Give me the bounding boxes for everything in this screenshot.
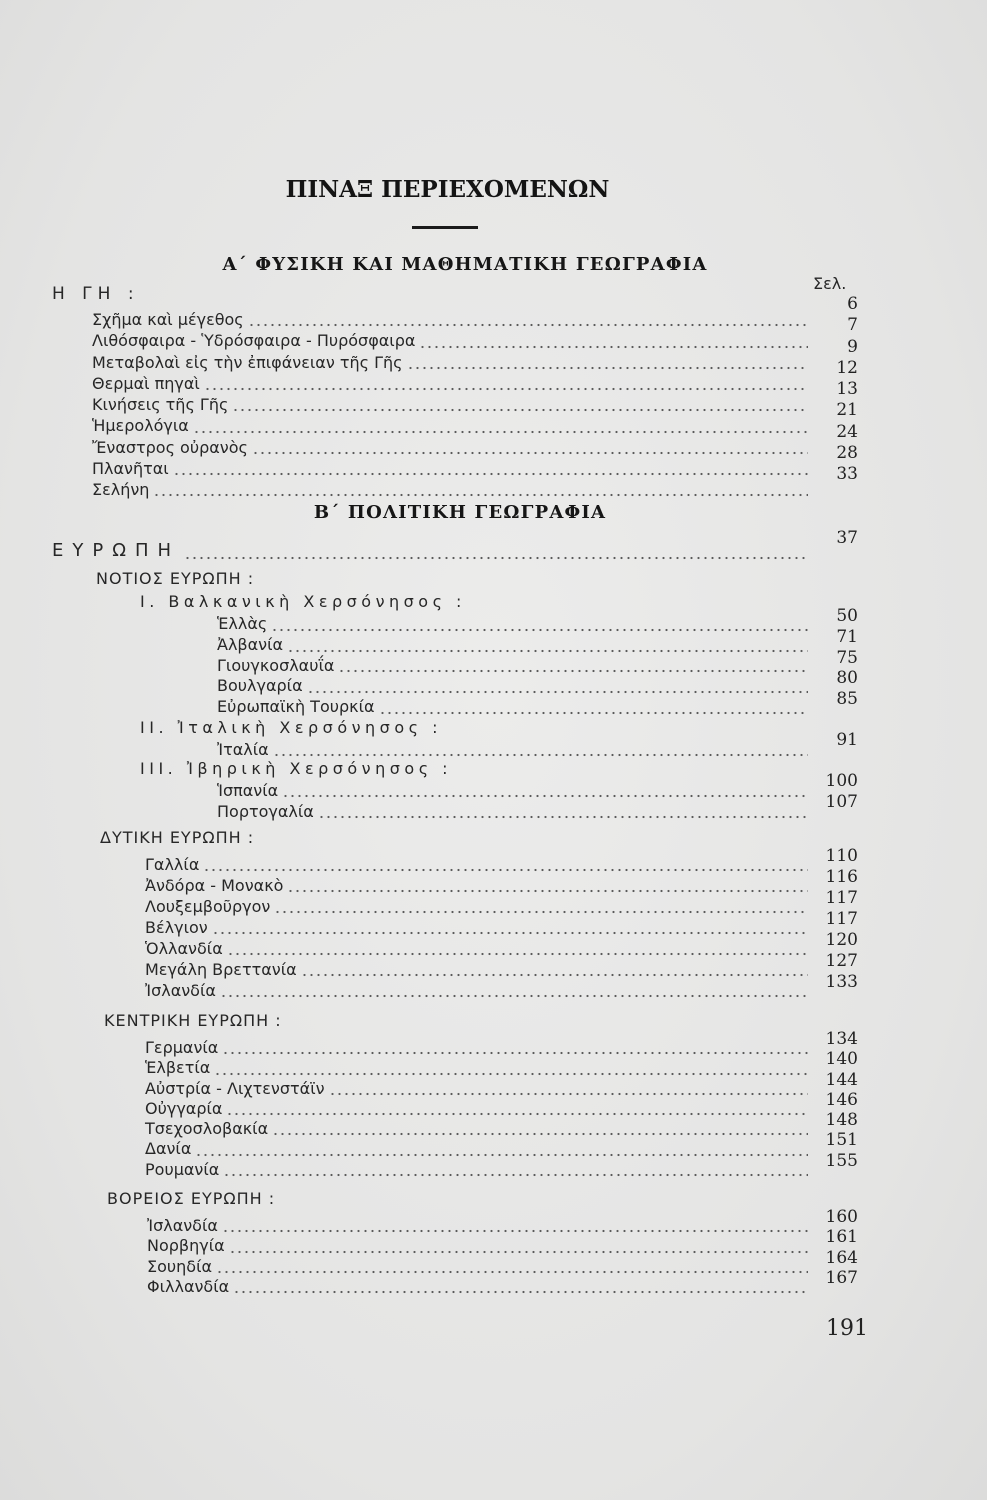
page-number: 191 (826, 1316, 868, 1341)
leader-dots (153, 493, 808, 497)
page-column-label: Σελ. (813, 274, 847, 293)
toc-page-number: 133 (825, 972, 858, 992)
leader-dots (419, 345, 808, 349)
toc-page-number: 148 (825, 1110, 858, 1131)
toc-entry-title: Κινήσεις τῆς Γῆς (92, 395, 229, 414)
leader-dots (223, 1173, 808, 1177)
toc-entry (147, 1267, 858, 1297)
toc-entry (145, 846, 858, 875)
toc-page-number: 37 (836, 528, 858, 548)
toc-entry-title: Πορτογαλία (217, 802, 314, 821)
toc-page-number: 28 (836, 442, 858, 463)
toc-entry-title: Δανία (145, 1139, 192, 1159)
toc-entry (145, 1130, 858, 1159)
toc-entry-title: Ἀλβανία (217, 634, 284, 654)
part-b-heading: Β΄ ΠΟΛΙΤΙΚΗ ΓΕΩΓΡΑΦΙΑ (313, 502, 607, 523)
toc-page-number: 71 (836, 626, 858, 647)
leader-dots (222, 1051, 808, 1055)
toc-entry (147, 1227, 858, 1256)
group-heading-italian: II. Ἰταλικὴ Χερσόνησος : (140, 718, 442, 737)
toc-entry-title: Ὁλλανδία (145, 939, 223, 958)
title-rule (412, 226, 478, 229)
leader-dots (282, 794, 808, 798)
toc-entry-title: Θερμαὶ πηγαὶ (92, 373, 200, 393)
toc-page-number: 127 (825, 951, 858, 971)
toc-entry-title: Ἰσλανδία (147, 1216, 218, 1235)
leader-dots (407, 366, 808, 370)
toc-page-number: 164 (825, 1247, 858, 1268)
toc-entry-title: Βέλγιον (145, 918, 208, 937)
toc-page-number: 116 (825, 867, 858, 887)
toc-page-number: 155 (825, 1150, 858, 1171)
section-heading-north: ΒΟΡΕΙΟΣ ΕΥΡΩΠΗ : (107, 1189, 276, 1208)
toc-list-west (145, 846, 858, 1001)
toc-entry (145, 1089, 858, 1119)
leader-dots (287, 649, 808, 653)
leader-dots (214, 1072, 808, 1076)
toc-entry-title: Λουξεμβοῦργον (145, 897, 271, 916)
toc-page-number: 91 (836, 730, 858, 750)
toc-page-number: 33 (836, 464, 858, 484)
toc-page-number: 100 (825, 771, 858, 791)
toc-entry-title: Ἔναστρος οὐρανὸς (92, 437, 248, 457)
toc-entry (145, 951, 858, 980)
toc-page-number: 160 (825, 1207, 858, 1227)
toc-page-number: 13 (836, 379, 858, 399)
toc-entry-title: Οὐγγαρία (145, 1098, 223, 1118)
leader-dots (193, 430, 808, 434)
toc-entry-title: Ἑλλὰς (217, 614, 268, 633)
toc-page-number: 12 (836, 357, 858, 378)
toc-entry (217, 668, 858, 697)
toc-page-number: 151 (825, 1130, 858, 1151)
section-heading-south: ΝΟΤΙΟΣ ΕΥΡΩΠΗ : (96, 569, 255, 588)
toc-entry (145, 867, 858, 896)
toc-page-number: 120 (825, 930, 858, 950)
leader-dots (273, 753, 808, 757)
toc-entry-title: Ἰσλανδία (145, 981, 216, 1000)
toc-page-number: 144 (825, 1069, 858, 1090)
toc-page-number: 24 (836, 421, 858, 442)
section-heading-west: ΔΥΤΙΚΗ ΕΥΡΩΠΗ : (100, 828, 255, 847)
toc-entry-title: Λιθόσφαιρα - Ὑδρόσφαιρα - Πυρόσφαιρα (92, 331, 416, 351)
toc-entry (145, 909, 858, 938)
toc-entry-title: Αὐστρία - Λιχτενστάϊν (145, 1078, 325, 1098)
toc-page-number: 9 (847, 336, 858, 357)
toc-entry (145, 888, 858, 917)
toc-entry (217, 792, 858, 822)
toc-entry-title: Ἑλβετία (145, 1058, 211, 1078)
toc-entry (217, 730, 858, 760)
toc-page-number: 75 (836, 647, 858, 668)
toc-entry-title: Ρουμανία (145, 1159, 220, 1179)
part-a-heading: Α΄ ΦΥΣΙΚΗ ΚΑΙ ΜΑΘΗΜΑΤΙΚΗ ΓΕΩΓΡΑΦΙΑ (222, 254, 708, 275)
toc-entry-europe (52, 528, 858, 563)
toc-entry-title: Μεταβολαὶ εἰς τὴν ἐπιφάνειαν τῆς Γῆς (92, 352, 403, 372)
toc-page-number: 7 (847, 315, 858, 336)
section-heading-earth: Η ΓΗ : (52, 284, 140, 304)
toc-list-earth (92, 294, 858, 500)
toc-page-number: 50 (836, 606, 858, 626)
toc-page-number: 146 (825, 1089, 858, 1110)
toc-entry (217, 606, 858, 635)
leader-dots (220, 994, 808, 998)
toc-entry (217, 771, 858, 801)
toc-entry-title: Ἀνδόρα - Μονακὸ (145, 876, 284, 895)
toc-page-number: 6 (847, 294, 858, 314)
leader-dots (229, 1250, 808, 1254)
toc-list-iberian (217, 771, 858, 822)
leader-dots (252, 451, 808, 455)
toc-page-number: 117 (825, 888, 858, 908)
toc-entry-title: Ἱσπανία (217, 781, 279, 800)
toc-list-italian (217, 730, 858, 760)
toc-page-number: 107 (825, 792, 858, 812)
toc-entry-title: Πλανῆται (92, 458, 169, 478)
toc-entry-title: Σουηδία (147, 1256, 213, 1276)
toc-entry (145, 1150, 858, 1180)
leader-dots (274, 910, 808, 914)
toc-entry (145, 1029, 858, 1058)
toc-entry-title: Γερμανία (145, 1038, 219, 1057)
leader-dots (232, 408, 808, 412)
toc-entry (147, 1207, 858, 1236)
toc-list-balkan (217, 606, 858, 718)
section-heading-central: ΚΕΝΤΡΙΚΗ ΕΥΡΩΠΗ : (104, 1011, 282, 1030)
toc-page-number: 140 (825, 1049, 858, 1070)
toc-page-number: 117 (825, 909, 858, 929)
toc-list-central (145, 1029, 858, 1180)
leader-dots (195, 1153, 808, 1157)
leader-dots (329, 1092, 808, 1096)
toc-page-number: 167 (825, 1267, 858, 1288)
toc-entry (217, 647, 858, 677)
leader-dots (222, 1229, 808, 1233)
leader-dots (184, 556, 808, 560)
toc-entry-title: Ἰταλία (217, 740, 269, 759)
group-heading-balkan: I. Βαλκανικὴ Χερσόνησος : (140, 592, 466, 611)
toc-entry (145, 1069, 858, 1099)
toc-entry (217, 626, 858, 656)
toc-entry-title: Εὐρωπαϊκὴ Τουρκία (217, 697, 375, 716)
toc-page-number: 21 (836, 400, 858, 421)
toc-entry-title: Ἡμερολόγια (92, 416, 189, 436)
group-heading-iberian: III. Ἰβηρικὴ Χερσόνησος : (140, 759, 453, 778)
leader-dots (203, 868, 808, 872)
leader-dots (216, 1270, 808, 1274)
toc-entry (145, 1110, 858, 1139)
toc-entry (145, 972, 858, 1001)
leader-dots (338, 669, 808, 673)
leader-dots (379, 711, 808, 715)
leader-dots (173, 472, 808, 476)
toc-entry-title: Βουλγαρία (217, 676, 303, 696)
toc-entry-title: Τσεχοσλοβακία (145, 1119, 269, 1139)
toc-entry (147, 1247, 858, 1277)
toc-list-north (147, 1207, 858, 1297)
leader-dots (272, 1132, 808, 1136)
leader-dots (307, 690, 808, 694)
toc-page-number: 80 (836, 668, 858, 689)
toc-page-number: 85 (836, 689, 858, 709)
toc-page-number: 110 (825, 846, 858, 866)
toc-entry (145, 930, 858, 959)
toc-entry-title: Σελήνη (92, 480, 150, 499)
leader-dots (248, 323, 808, 327)
toc-entry (145, 1049, 858, 1078)
leader-dots (212, 931, 808, 935)
leader-dots (227, 952, 808, 956)
toc-page-number: 134 (825, 1029, 858, 1049)
toc-list-europe (52, 528, 858, 563)
leader-dots (271, 628, 808, 632)
leader-dots (318, 815, 808, 819)
page-title: ΠΙΝΑΞ ΠΕΡΙΕΧΟΜΕΝΩΝ (285, 176, 610, 203)
toc-entry-title: Γαλλία (145, 855, 200, 874)
toc-entry (92, 294, 858, 330)
toc-entry-title: Φιλλανδία (147, 1276, 230, 1296)
toc-entry (217, 689, 858, 718)
toc-page-number: 161 (825, 1227, 858, 1248)
toc-entry-title: Γιουγκοσλαυΐα (217, 655, 335, 675)
toc-entry-title: ΕΥΡΩΠΗ (52, 540, 181, 561)
toc-entry-title: Μεγάλη Βρεττανία (145, 960, 297, 979)
leader-dots (204, 387, 808, 391)
toc-entry-title: Νορβηγία (147, 1236, 225, 1256)
leader-dots (226, 1112, 808, 1116)
leader-dots (287, 889, 808, 893)
leader-dots (301, 973, 808, 977)
toc-entry-title: Σχῆμα καὶ μέγεθος (92, 310, 244, 329)
leader-dots (233, 1290, 808, 1294)
